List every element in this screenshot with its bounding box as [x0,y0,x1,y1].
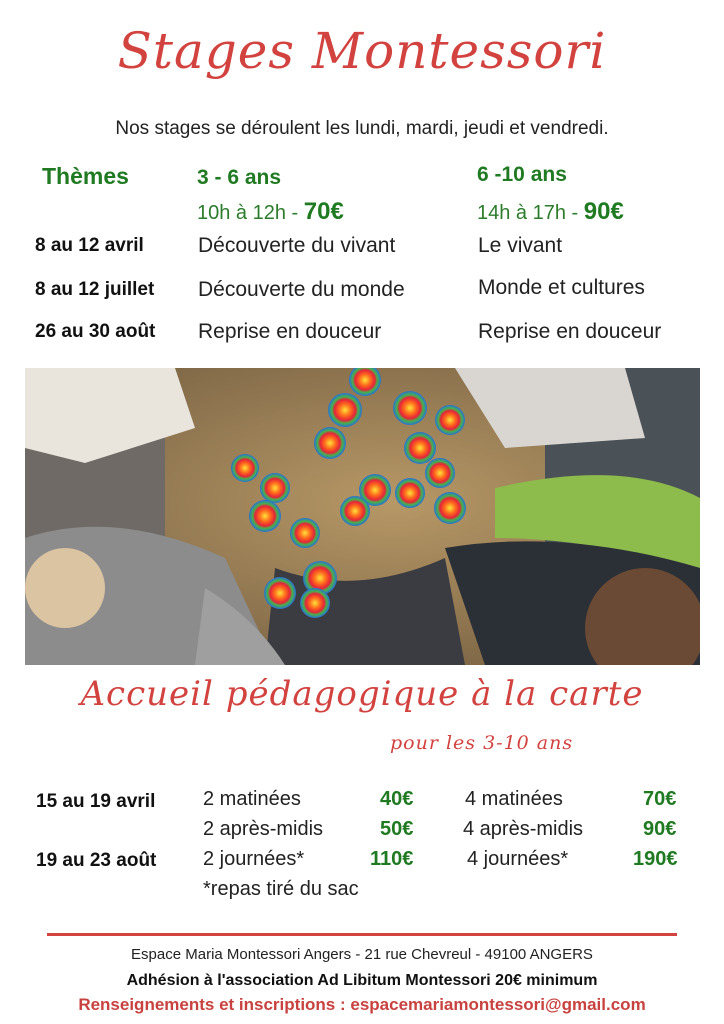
price-6-10: 90€ [583,198,624,225]
stage-theme2-2: Monde et cultures [478,276,645,299]
footer-adhesion: Adhésion à l'association Ad Libitum Montessori 20€ minimum [126,972,598,989]
time-3-6: 10h à 12h - [197,202,304,224]
stage-theme2-3: Reprise en douceur [478,320,662,343]
stage-date-1: 8 au 12 avril [35,235,144,256]
offer-right-3: 4 journées* [467,848,569,870]
meal-note: *repas tiré du sac [203,878,359,900]
offer-right-1: 4 matinées [465,788,563,810]
themes-header: Thèmes [42,163,129,189]
accueil-title: Accueil pédagogique à la carte [80,674,644,714]
offer-right-2: 4 après-midis [463,818,584,840]
stage-theme1-3: Reprise en douceur [198,320,382,343]
time-price-6-10 [477,198,624,226]
footer-address: Espace Maria Montessori Angers - 21 rue Chevreul - 49100 ANGERS [131,946,593,963]
offer-left-price-2: 50€ [380,818,414,840]
footer-contact[interactable]: Renseignements et inscriptions : espacemariamontessori@gmail.com [78,995,646,1014]
stage-date-2: 8 au 12 juillet [35,279,155,300]
page-title: Stages Montessori [117,22,607,80]
stage-date-3: 26 au 30 août [35,321,156,342]
offer-right-price-3: 190€ [633,848,678,870]
offer-left-3: 2 journées* [203,848,305,870]
age-header-3-6: 3 - 6 ans [197,166,282,189]
offer-left-price-3: 110€ [370,848,414,870]
time-price-3-6 [197,198,344,226]
age-header-6-10: 6 -10 ans [477,163,567,186]
time-6-10: 14h à 17h - [477,202,584,224]
stage-theme1-1: Découverte du vivant [198,234,396,257]
children-circle-photo [25,368,700,665]
offer-right-price-1: 70€ [643,788,677,810]
offer-left-2: 2 après-midis [203,818,324,840]
accueil-date-2: 19 au 23 août [36,850,157,871]
stage-theme1-2: Découverte du monde [198,278,405,301]
accueil-date-1: 15 au 19 avril [36,791,156,812]
page-subtitle: Nos stages se déroulent les lundi, mardi, jeudi et vendredi. [115,118,609,139]
accueil-subtitle: pour les 3-10 ans [390,732,574,754]
stage-theme2-1: Le vivant [478,234,563,257]
offer-right-price-2: 90€ [643,818,677,840]
footer-divider [47,933,677,936]
offer-left-1: 2 matinées [203,788,301,810]
offer-left-price-1: 40€ [380,788,414,810]
price-3-6: 70€ [303,198,344,225]
